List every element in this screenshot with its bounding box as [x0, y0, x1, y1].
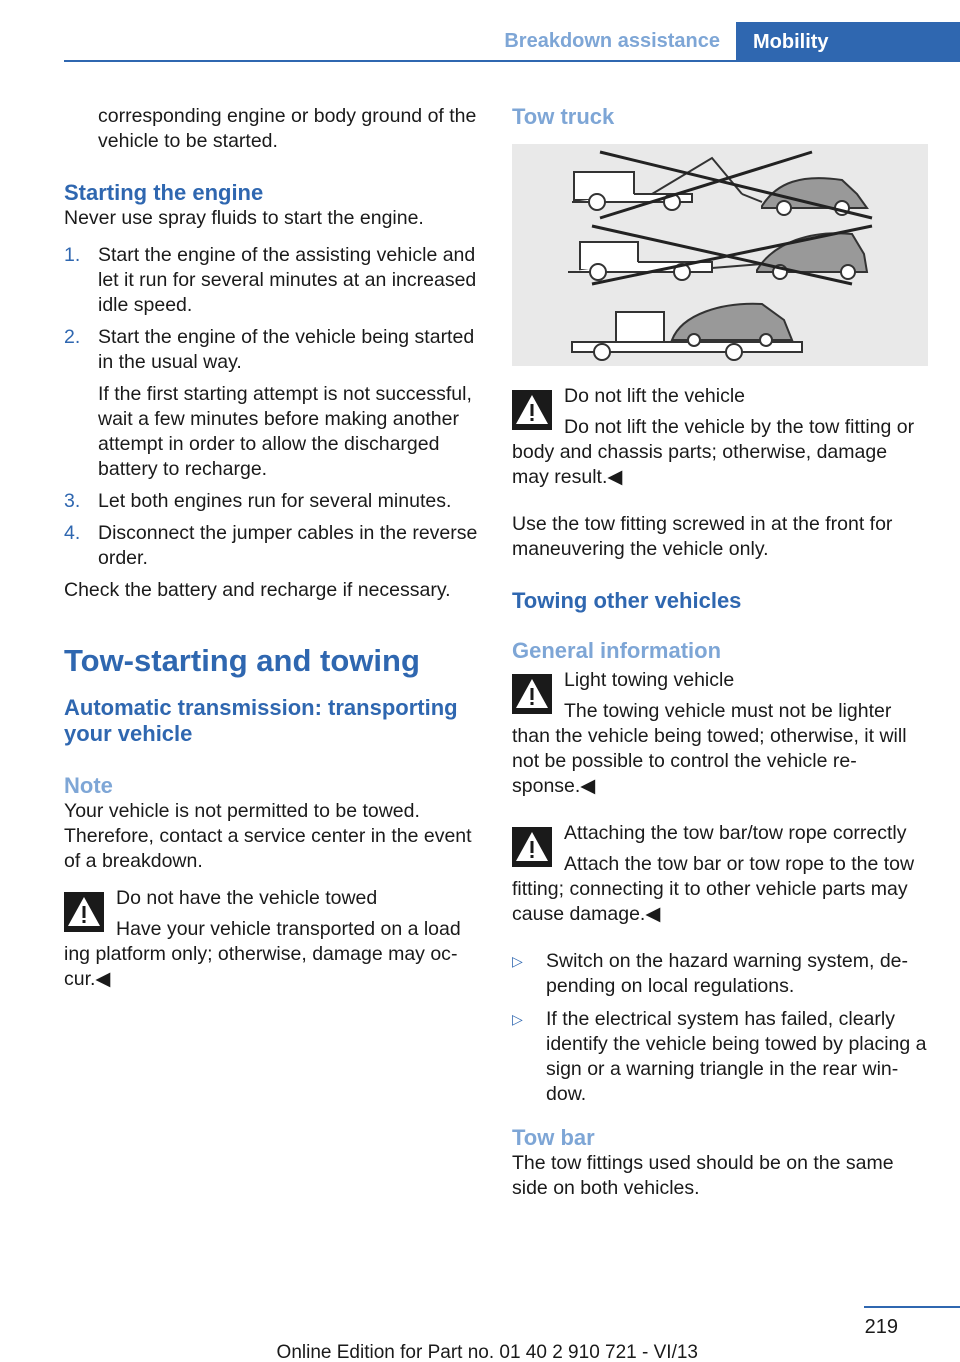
warning-triangle-icon: [64, 892, 104, 932]
warning-triangle-icon: [512, 674, 552, 714]
note-text: Your vehicle is not permitted to be towed. Therefore, contact a service center in the event of a breakdown.: [64, 800, 472, 872]
note-heading: Note: [64, 773, 113, 798]
check-battery-text: Check the battery and recharge if necessary.: [64, 579, 451, 601]
warning-title: Light towing vehicle: [564, 669, 735, 691]
automatic-transmission-heading: Automatic transmission: transporting your vehicle: [64, 695, 458, 746]
starting-engine-heading: Starting the engine: [64, 180, 264, 205]
warning-line: The towing vehicle must not be lighter: [564, 700, 892, 722]
warning-text: body and chassis parts; otherwise, damage may result.◀: [512, 441, 888, 488]
left-column: [64, 104, 480, 1014]
bullet-arrow-icon: ▷: [512, 1011, 523, 1027]
tow-bar-text: The tow fittings used should be on the same side on both vehicles.: [512, 1152, 894, 1199]
warning-attach-tow-bar: [512, 821, 928, 927]
warning-triangle-icon: [512, 390, 552, 430]
warning-do-not-lift: [512, 384, 928, 490]
tow-bar-heading: Tow bar: [512, 1125, 595, 1150]
list-item: [64, 243, 480, 318]
general-information-heading: General information: [512, 638, 722, 663]
list-item: [64, 521, 480, 571]
warning-light-towing: [512, 668, 928, 799]
warning-title: Do not lift the vehicle: [564, 385, 746, 407]
list-item: [64, 325, 480, 482]
warning-title: Attaching the tow bar/tow rope correctly: [564, 822, 907, 844]
steps-list: [64, 243, 480, 571]
bullet-arrow-icon: ▷: [512, 953, 523, 969]
warning-line: Have your vehicle transported on a load: [116, 918, 461, 940]
bullet-text: Switch on the hazard warning system, depending on local regulations.: [546, 950, 909, 997]
tow-truck-heading: Tow truck: [512, 104, 615, 129]
tow-truck-illustration: [512, 144, 928, 366]
header-rule: [64, 60, 960, 62]
warning-line: Do not lift the vehicle by the tow fitting or: [564, 416, 915, 438]
starting-engine-text: Never use spray fluids to start the engine.: [64, 207, 424, 229]
towing-bullets: [512, 949, 928, 1107]
step-text: Disconnect the jumper cables in the reverse order.: [98, 522, 478, 569]
warning-triangle-icon: [512, 827, 552, 867]
step-subtext: If the first starting attempt is not successful, wait a few minutes before making another attempt in order to allow the discharged battery to recharge.: [98, 383, 472, 480]
bullet-text: If the electrical system has failed, clearly identify the vehicle being towed by placing a sign or a warning triangle in the rear window.: [546, 1008, 927, 1105]
tow-starting-heading: Tow-starting and towing: [64, 643, 420, 678]
step-text: Let both engines run for several minutes.: [98, 490, 452, 512]
header-chapter-tab[interactable]: Mobility: [736, 22, 960, 62]
intro-text: corresponding engine or body ground of the vehicle to be started.: [98, 105, 477, 152]
warning-not-towed: [64, 886, 480, 992]
warning-title: Do not have the vehicle towed: [116, 887, 378, 909]
warning-line: Attach the tow bar or tow rope to the tow: [564, 853, 915, 875]
list-item: [64, 489, 480, 514]
step-text: Start the engine of the assisting vehicle and let it run for several minutes at an increased idle speed.: [98, 244, 477, 316]
step-number: 2.: [64, 326, 81, 348]
header-section-title: Breakdown assistance: [504, 30, 720, 52]
warning-text: ing platform only; otherwise, damage may occur.◀: [64, 943, 458, 990]
step-number: 1.: [64, 244, 81, 266]
towing-other-vehicles-heading: Towing other vehicles: [512, 588, 742, 613]
step-text: Start the engine of the vehicle being started in the usual way.: [98, 326, 475, 373]
step-number: 4.: [64, 522, 81, 544]
page-number: 219: [864, 1316, 898, 1338]
warning-text: than the vehicle being towed; otherwise, it will not be possible to control the vehicle response.◀: [512, 725, 907, 797]
warning-text: fitting; connecting it to other vehicle parts may cause damage.◀: [512, 878, 908, 925]
list-item: [512, 1007, 928, 1107]
list-item: [512, 949, 928, 999]
tow-fitting-text: Use the tow fitting screwed in at the front for maneuvering the vehicle only.: [512, 513, 893, 560]
footer-rule: [864, 1306, 960, 1308]
right-column: [512, 104, 928, 1209]
step-number: 3.: [64, 490, 81, 512]
edition-text: Online Edition for Part no. 01 40 2 910 721 - VI/13: [276, 1342, 698, 1362]
